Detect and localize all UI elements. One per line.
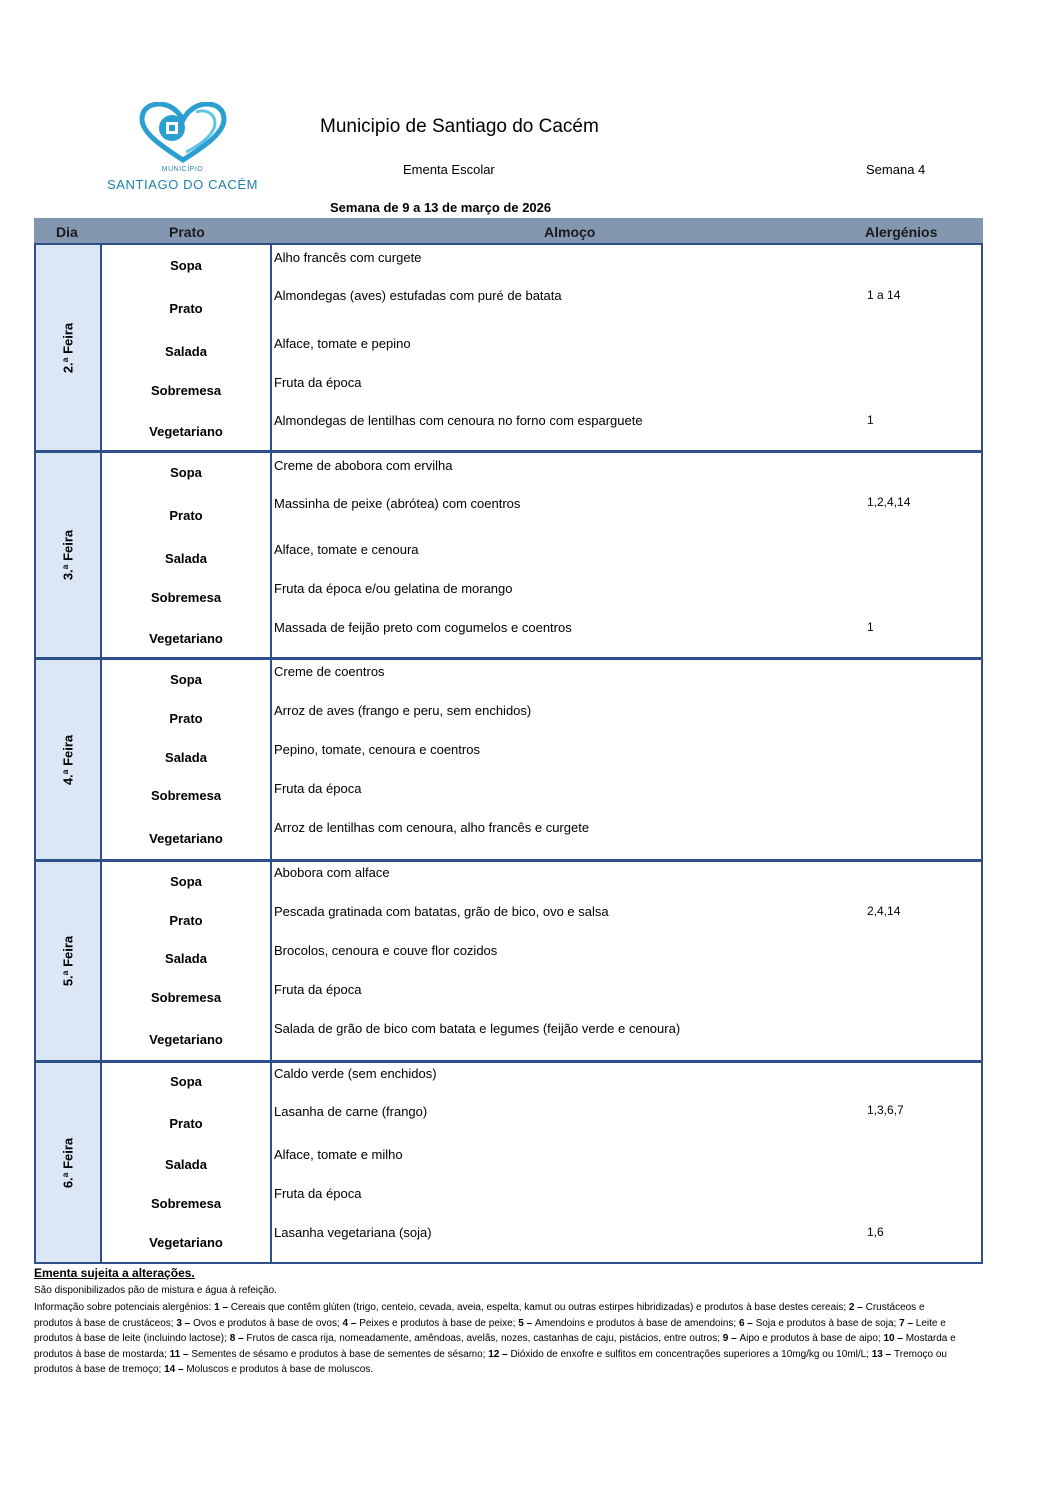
document-subtitle: Ementa Escolar xyxy=(403,162,495,177)
day-name: 4.ª Feira xyxy=(60,734,76,785)
bread-water-note: São disponibilizados pão de mistura e água à refeição. xyxy=(34,1285,277,1296)
allergen-number: 6 xyxy=(738,1317,745,1329)
column-header-prato: Prato xyxy=(169,224,205,240)
dish-type-label: Salada xyxy=(165,750,207,765)
column-header-dia: Dia xyxy=(56,224,78,240)
allergen-text: Ovos e produtos à base de ovos; xyxy=(193,1317,343,1329)
dish-description: Alface, tomate e pepino xyxy=(274,336,411,351)
allergen-codes: 1 xyxy=(867,620,874,634)
allergen-text: Amendoins e produtos à base de amendoins; xyxy=(534,1317,739,1329)
week-number: Semana 4 xyxy=(866,162,926,177)
day-name: 6.ª Feira xyxy=(60,1137,76,1188)
heart-logo-icon xyxy=(138,102,228,164)
dish-type-column xyxy=(102,1063,272,1262)
dish-description: Fruta da época xyxy=(274,375,362,390)
dish-description: Arroz de lentilhas com cenoura, alho francês e curgete xyxy=(274,820,590,835)
dish-type-label: Vegetariano xyxy=(149,424,223,439)
day-block xyxy=(34,658,983,861)
allergen-text: Mostarda e produtos à base de mostarda; xyxy=(34,1333,956,1360)
dish-type-label: Vegetariano xyxy=(149,1235,223,1250)
allergen-number: 11 xyxy=(169,1348,181,1360)
day-block xyxy=(34,1061,983,1264)
allergen-text: Soja e produtos à base de soja; xyxy=(755,1317,900,1329)
allergen-text: Sementes de sésamo e produtos à base de sementes de sésamo; xyxy=(191,1348,489,1360)
dish-description: Alface, tomate e cenoura xyxy=(274,542,419,557)
dish-type-label: Sopa xyxy=(170,465,202,480)
allergen-number: 4 xyxy=(342,1317,349,1329)
allergen-text: Peixes e produtos à base de peixe; xyxy=(359,1317,519,1329)
allergen-number: 7 xyxy=(899,1317,905,1329)
day-name: 5.ª Feira xyxy=(60,935,76,987)
dish-description: Fruta da época xyxy=(274,982,362,997)
dish-description: Creme de coentros xyxy=(274,664,385,679)
dish-type-label: Salada xyxy=(165,1157,207,1172)
allergen-text: Cereais que contêm glúten (trigo, centeio, cevada, aveia, espelta, kamut ou outras estirpes hibridizadas) e produtos à base destes cereais; xyxy=(230,1302,849,1313)
dish-description: Arroz de aves (frango e peru, sem enchidos) xyxy=(274,703,532,718)
allergen-text: Tremoço ou produtos à base de tremoço; xyxy=(34,1348,947,1375)
logo-small-text: MUNICÍPIO xyxy=(161,166,204,173)
dish-type-label: Prato xyxy=(169,913,203,928)
dish-type-label: Salada xyxy=(165,551,207,566)
dish-type-label: Salada xyxy=(165,344,207,359)
dish-description: Abobora com alface xyxy=(274,865,390,880)
day-cell xyxy=(36,453,102,657)
allergen-codes: 1,6 xyxy=(867,1225,884,1239)
allergen-text: Dióxido de enxofre e sulfitos em concentrações superiores a 10mg/kg ou 10ml/L; xyxy=(510,1348,872,1360)
dish-description: Brocolos, cenoura e couve flor cozidos xyxy=(274,943,498,958)
day-cell xyxy=(36,660,102,859)
week-range: Semana de 9 a 13 de março de 2026 xyxy=(330,200,552,215)
allergen-number: 5 xyxy=(518,1317,524,1329)
day-name: 2.ª Feira xyxy=(60,322,76,373)
dish-description: Alho francês com curgete xyxy=(274,250,422,265)
dish-description: Almondegas de lentilhas com cenoura no forno com esparguete xyxy=(274,413,643,428)
page-title: Municipio de Santiago do Cacém xyxy=(320,116,599,137)
dish-description: Pescada gratinada com batatas, grão de bico, ovo e salsa xyxy=(274,904,609,919)
dish-description: Creme de abobora com ervilha xyxy=(274,458,453,473)
dish-type-label: Sobremesa xyxy=(150,1196,222,1211)
allergen-text: Crustáceos e produtos à base de crustáceos; xyxy=(34,1302,925,1329)
day-cell xyxy=(36,1063,102,1262)
dish-type-label: Prato xyxy=(169,301,203,316)
allergen-number: 13 xyxy=(871,1348,883,1360)
dish-type-column xyxy=(102,245,272,450)
allergen-number: 1 xyxy=(214,1302,220,1313)
allergen-text: Aipo e produtos à base de aipo; xyxy=(739,1333,884,1344)
dish-type-label: Vegetariano xyxy=(149,1032,223,1047)
logo-name-text: SANTIAGO DO CACÉM xyxy=(106,177,259,192)
day-block xyxy=(34,860,983,1062)
dish-description: Fruta da época xyxy=(274,1186,362,1201)
dish-type-label: Sopa xyxy=(170,672,202,687)
dish-type-label: Sopa xyxy=(170,874,202,889)
allergen-number: 2 xyxy=(848,1302,855,1313)
day-block xyxy=(34,243,983,452)
allergen-number: 8 xyxy=(229,1333,236,1344)
dish-type-label: Sobremesa xyxy=(150,990,222,1005)
allergen-number: 12 xyxy=(488,1348,500,1360)
menu-change-note: Ementa sujeita a alterações. xyxy=(34,1266,195,1280)
allergen-text: Leite e produtos à base de leite (incluindo lactose); xyxy=(34,1317,946,1344)
dish-type-label: Prato xyxy=(169,508,203,523)
day-cell xyxy=(36,862,102,1060)
dish-description: Lasanha de carne (frango) xyxy=(274,1104,428,1119)
dish-type-label: Sobremesa xyxy=(150,590,222,605)
day-cell xyxy=(36,245,102,450)
dish-type-label: Vegetariano xyxy=(149,831,223,846)
dish-description: Fruta da época e/ou gelatina de morango xyxy=(274,581,513,596)
dish-type-label: Salada xyxy=(165,951,207,966)
column-header-almoco: Almoço xyxy=(544,224,596,240)
allergen-number: 3 xyxy=(176,1317,182,1329)
dish-description: Fruta da época xyxy=(274,781,362,796)
dish-description: Almondegas (aves) estufadas com puré de batata xyxy=(274,288,562,303)
dish-type-label: Prato xyxy=(169,711,203,726)
allergen-intro: Informação sobre potenciais alergénios: xyxy=(34,1302,215,1313)
municipality-logo xyxy=(100,102,265,194)
dish-type-label: Sobremesa xyxy=(150,383,222,398)
allergen-text: Moluscos e produtos à base de moluscos. xyxy=(186,1364,374,1375)
allergen-number: 10 xyxy=(883,1333,895,1344)
allergen-codes: 1 xyxy=(867,413,874,427)
allergen-codes: 1 a 14 xyxy=(867,288,901,302)
dish-description: Pepino, tomate, cenoura e coentros xyxy=(274,742,480,757)
dish-type-label: Vegetariano xyxy=(149,631,223,646)
dish-type-label: Sopa xyxy=(170,258,202,273)
dish-description: Massinha de peixe (abrótea) com coentros xyxy=(274,496,521,511)
day-block xyxy=(34,451,983,659)
dish-description: Salada de grão de bico com batata e legumes (feijão verde e cenoura) xyxy=(274,1021,681,1036)
dish-description: Caldo verde (sem enchidos) xyxy=(274,1066,437,1081)
table-header xyxy=(34,218,983,243)
dish-type-label: Sobremesa xyxy=(150,788,222,803)
allergen-number: 9 xyxy=(722,1333,729,1344)
dish-type-column xyxy=(102,660,272,859)
dish-type-column xyxy=(102,453,272,657)
dish-description: Lasanha vegetariana (soja) xyxy=(274,1225,432,1240)
allergen-text: Frutos de casca rija, nomeadamente, amêndoas, avelãs, nozes, castanhas de caju, pistácios, entre outros; xyxy=(246,1333,723,1344)
allergen-information: Informação sobre potenciais alergénios: 1 – Cereais que contêm glúten (trigo, centeio, cevada, aveia, espelta, kamut ou outras estirpes hibridizadas) e produtos à base destes cereais; 2 – Crustáceos e produtos à base de crustáceos; 3 – Ovos e produtos à base de ovos; 4 – Peixes e produtos à base de peixe; 5 – Amendoins e produtos à base de amendoins; 6 – Soja e produtos à base de soja; 7 – Leite e produtos à base de leite (incluindo lactose); 8 – Frutos de casca rija, nomeadamente, amêndoas, avelãs, nozes, castanhas de caju, pistácios, entre outros; 9 – Aipo e produtos à base de aipo; 10 – Mostarda e produtos à base de mostarda; 11 – Sementes de sésamo e produtos à base de sementes de sésamo; 12 – Dióxido de enxofre e sulfitos em concentrações superiores a 10mg/kg ou 10ml/L; 13 – Tremoço ou produtos à base de tremoço; 14 – Moluscos e produtos à base de moluscos. xyxy=(34,1302,956,1375)
dish-type-column xyxy=(102,862,272,1060)
allergen-codes: 1,3,6,7 xyxy=(867,1103,904,1117)
column-header-alergenios: Alergénios xyxy=(865,224,938,240)
allergen-number: 14 xyxy=(164,1364,176,1375)
allergen-codes: 1,2,4,14 xyxy=(867,495,911,509)
day-name: 3.ª Feira xyxy=(60,529,76,581)
allergen-codes: 2,4,14 xyxy=(867,904,901,918)
dish-description: Massada de feijão preto com cogumelos e coentros xyxy=(274,620,572,635)
dish-type-label: Prato xyxy=(169,1116,203,1131)
dish-type-label: Sopa xyxy=(170,1074,202,1089)
dish-description: Alface, tomate e milho xyxy=(274,1147,403,1162)
